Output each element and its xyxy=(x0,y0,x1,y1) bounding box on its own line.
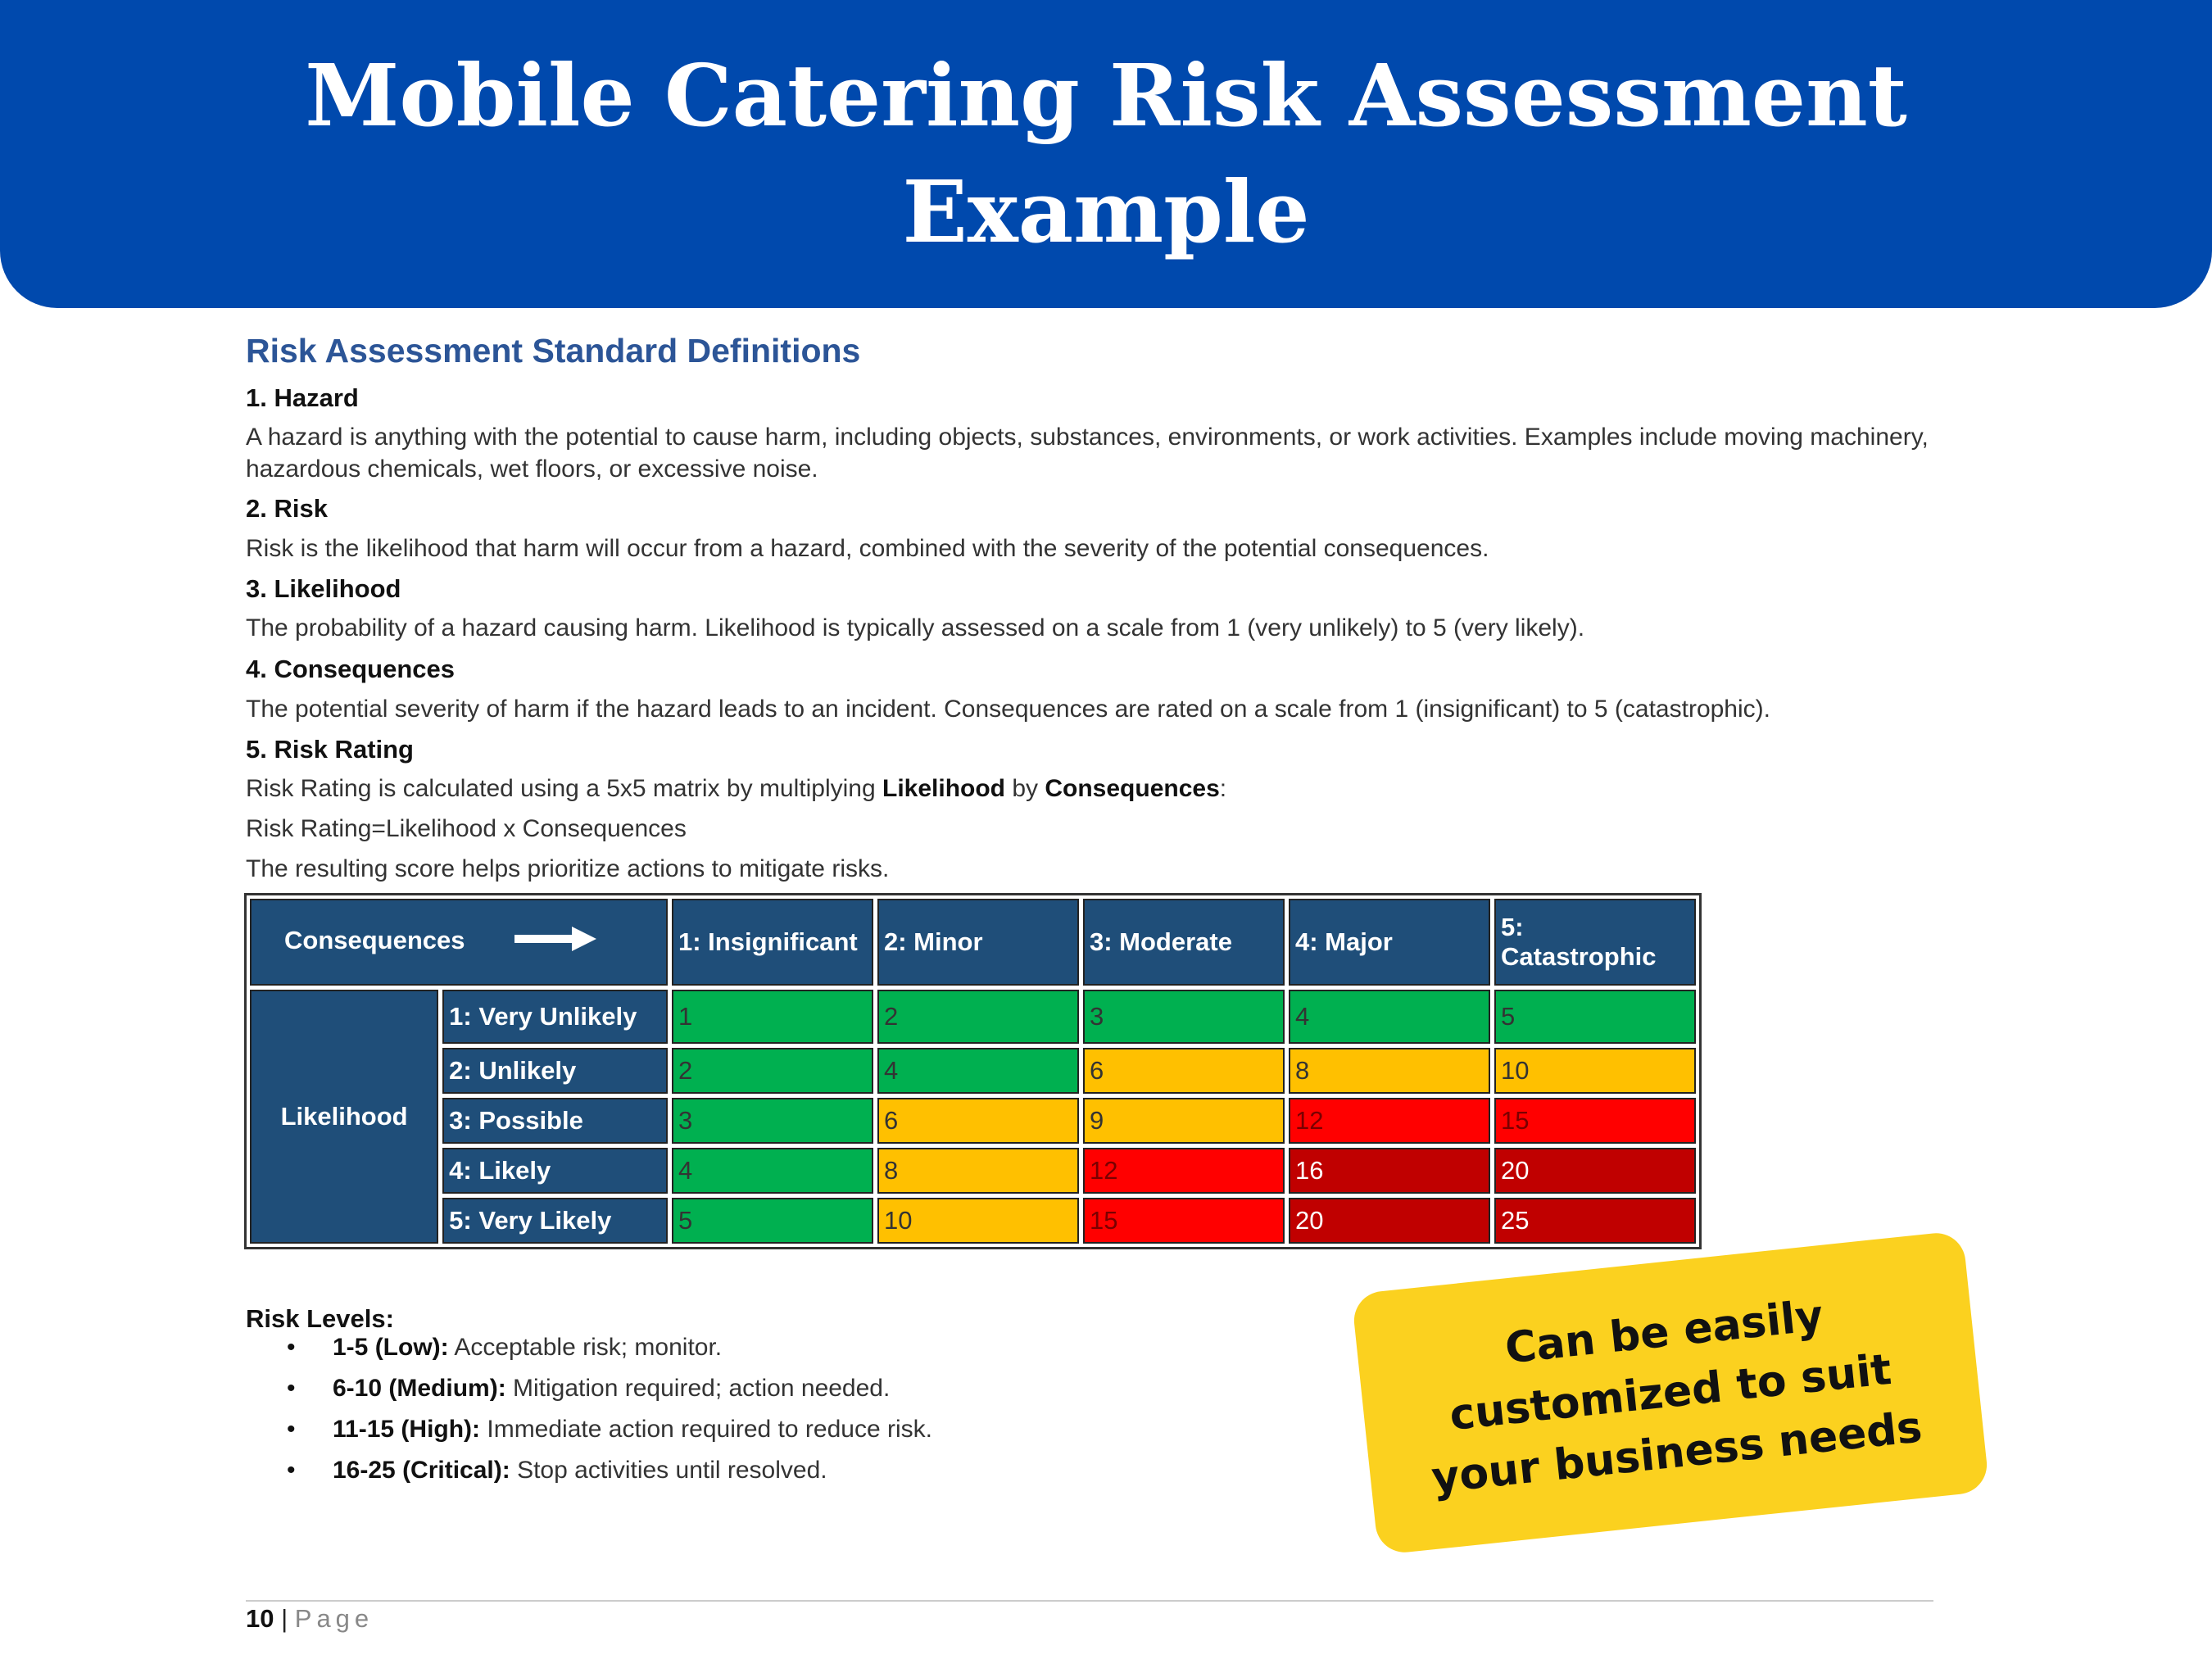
row-header-unlikely: 2: Unlikely xyxy=(442,1048,668,1094)
column-header-catastrophic: 5: Catastrophic xyxy=(1494,899,1696,986)
risk-levels-list xyxy=(246,1327,932,1491)
risk-definition: Risk is the likelihood that harm will occur from a hazard, combined with the severity of the potential consequences. xyxy=(246,535,1489,562)
document-title: Risk Assessment Standard Definitions xyxy=(246,332,861,369)
matrix-cell: 8 xyxy=(877,1148,1079,1194)
matrix-cell: 6 xyxy=(877,1098,1079,1144)
consequences-definition: The potential severity of harm if the hazard leads to an incident. Consequences are rated on a scale from 1 (insignificant) to 5 (catastrophic). xyxy=(246,696,1770,723)
risk-levels-title: Risk Levels: xyxy=(246,1304,394,1333)
matrix-cell: 10 xyxy=(877,1198,1079,1244)
likelihood-heading: 3. Likelihood xyxy=(246,574,401,603)
matrix-cell: 12 xyxy=(1289,1098,1490,1144)
matrix-cell: 8 xyxy=(1289,1048,1490,1094)
consequences-header: Consequences xyxy=(250,899,668,986)
matrix-cell: 12 xyxy=(1083,1148,1285,1194)
column-header-minor: 2: Minor xyxy=(877,899,1079,986)
footer-divider xyxy=(246,1600,1933,1602)
callout-text: Can be easily customized to suit your business needs xyxy=(1429,1291,1924,1503)
page-number: 10 xyxy=(246,1604,274,1633)
matrix-cell: 2 xyxy=(877,990,1079,1044)
matrix-cell: 25 xyxy=(1494,1198,1696,1244)
matrix-cell: 4 xyxy=(1289,990,1490,1044)
row-header-possible: 3: Possible xyxy=(442,1098,668,1144)
matrix-cell: 16 xyxy=(1289,1148,1490,1194)
matrix-cell: 10 xyxy=(1494,1048,1696,1094)
matrix-cell: 1 xyxy=(672,990,873,1044)
matrix-cell: 15 xyxy=(1494,1098,1696,1144)
column-header-insignificant: 1: Insignificant xyxy=(672,899,873,986)
risk-rating-result: The resulting score helps prioritize actions to mitigate risks. xyxy=(246,855,890,882)
customization-callout xyxy=(1351,1231,1989,1556)
banner-title-line1: Mobile Catering Risk Assessment xyxy=(305,45,1907,146)
page-label: Page xyxy=(294,1604,374,1633)
matrix-cell: 5 xyxy=(1494,990,1696,1044)
hazard-heading: 1. Hazard xyxy=(246,383,359,412)
row-header-likely: 4: Likely xyxy=(442,1148,668,1194)
column-header-major: 4: Major xyxy=(1289,899,1490,986)
consequences-heading: 4. Consequences xyxy=(246,655,455,683)
matrix-cell: 5 xyxy=(672,1198,873,1244)
matrix-cell: 6 xyxy=(1083,1048,1285,1094)
matrix-cell: 2 xyxy=(672,1048,873,1094)
column-header-moderate: 3: Moderate xyxy=(1083,899,1285,986)
page-footer: 10 | Page xyxy=(246,1604,374,1633)
matrix-cell: 3 xyxy=(672,1098,873,1144)
risk-heading: 2. Risk xyxy=(246,494,328,523)
risk-level-item: • 1-5 (Low): Acceptable risk; monitor. xyxy=(246,1327,932,1368)
matrix-cell: 3 xyxy=(1083,990,1285,1044)
risk-rating-heading: 5. Risk Rating xyxy=(246,735,414,764)
row-header-very-unlikely: 1: Very Unlikely xyxy=(442,990,668,1044)
row-header-very-likely: 5: Very Likely xyxy=(442,1198,668,1244)
hazard-definition: A hazard is anything with the potential to cause harm, including objects, substances, environments, or work activities. Examples include moving machinery, hazardous chemicals, wet floors, or excessive noise. xyxy=(246,424,1929,483)
risk-matrix-table xyxy=(246,895,1700,1248)
risk-rating-formula: Risk Rating=Likelihood x Consequences xyxy=(246,815,687,842)
risk-rating-intro: Risk Rating is calculated using a 5x5 matrix by multiplying Likelihood by Consequences: xyxy=(246,775,1227,802)
risk-level-item: • 6-10 (Medium): Mitigation required; action needed. xyxy=(246,1368,932,1409)
matrix-cell: 20 xyxy=(1494,1148,1696,1194)
risk-level-item: • 11-15 (High): Immediate action required to reduce risk. xyxy=(246,1409,932,1450)
matrix-cell: 9 xyxy=(1083,1098,1285,1144)
title-banner xyxy=(0,0,2212,308)
matrix-cell: 15 xyxy=(1083,1198,1285,1244)
banner-title-line2: Example xyxy=(902,161,1310,262)
likelihood-side-header: Likelihood xyxy=(250,990,438,1244)
matrix-cell: 20 xyxy=(1289,1198,1490,1244)
matrix-cell: 4 xyxy=(877,1048,1079,1094)
matrix-cell: 4 xyxy=(672,1148,873,1194)
arrow-right-icon xyxy=(514,925,596,959)
risk-level-item: • 16-25 (Critical): Stop activities until resolved. xyxy=(246,1450,932,1491)
likelihood-definition: The probability of a hazard causing harm. Likelihood is typically assessed on a scale from 1 (very unlikely) to 5 (very likely). xyxy=(246,614,1585,641)
